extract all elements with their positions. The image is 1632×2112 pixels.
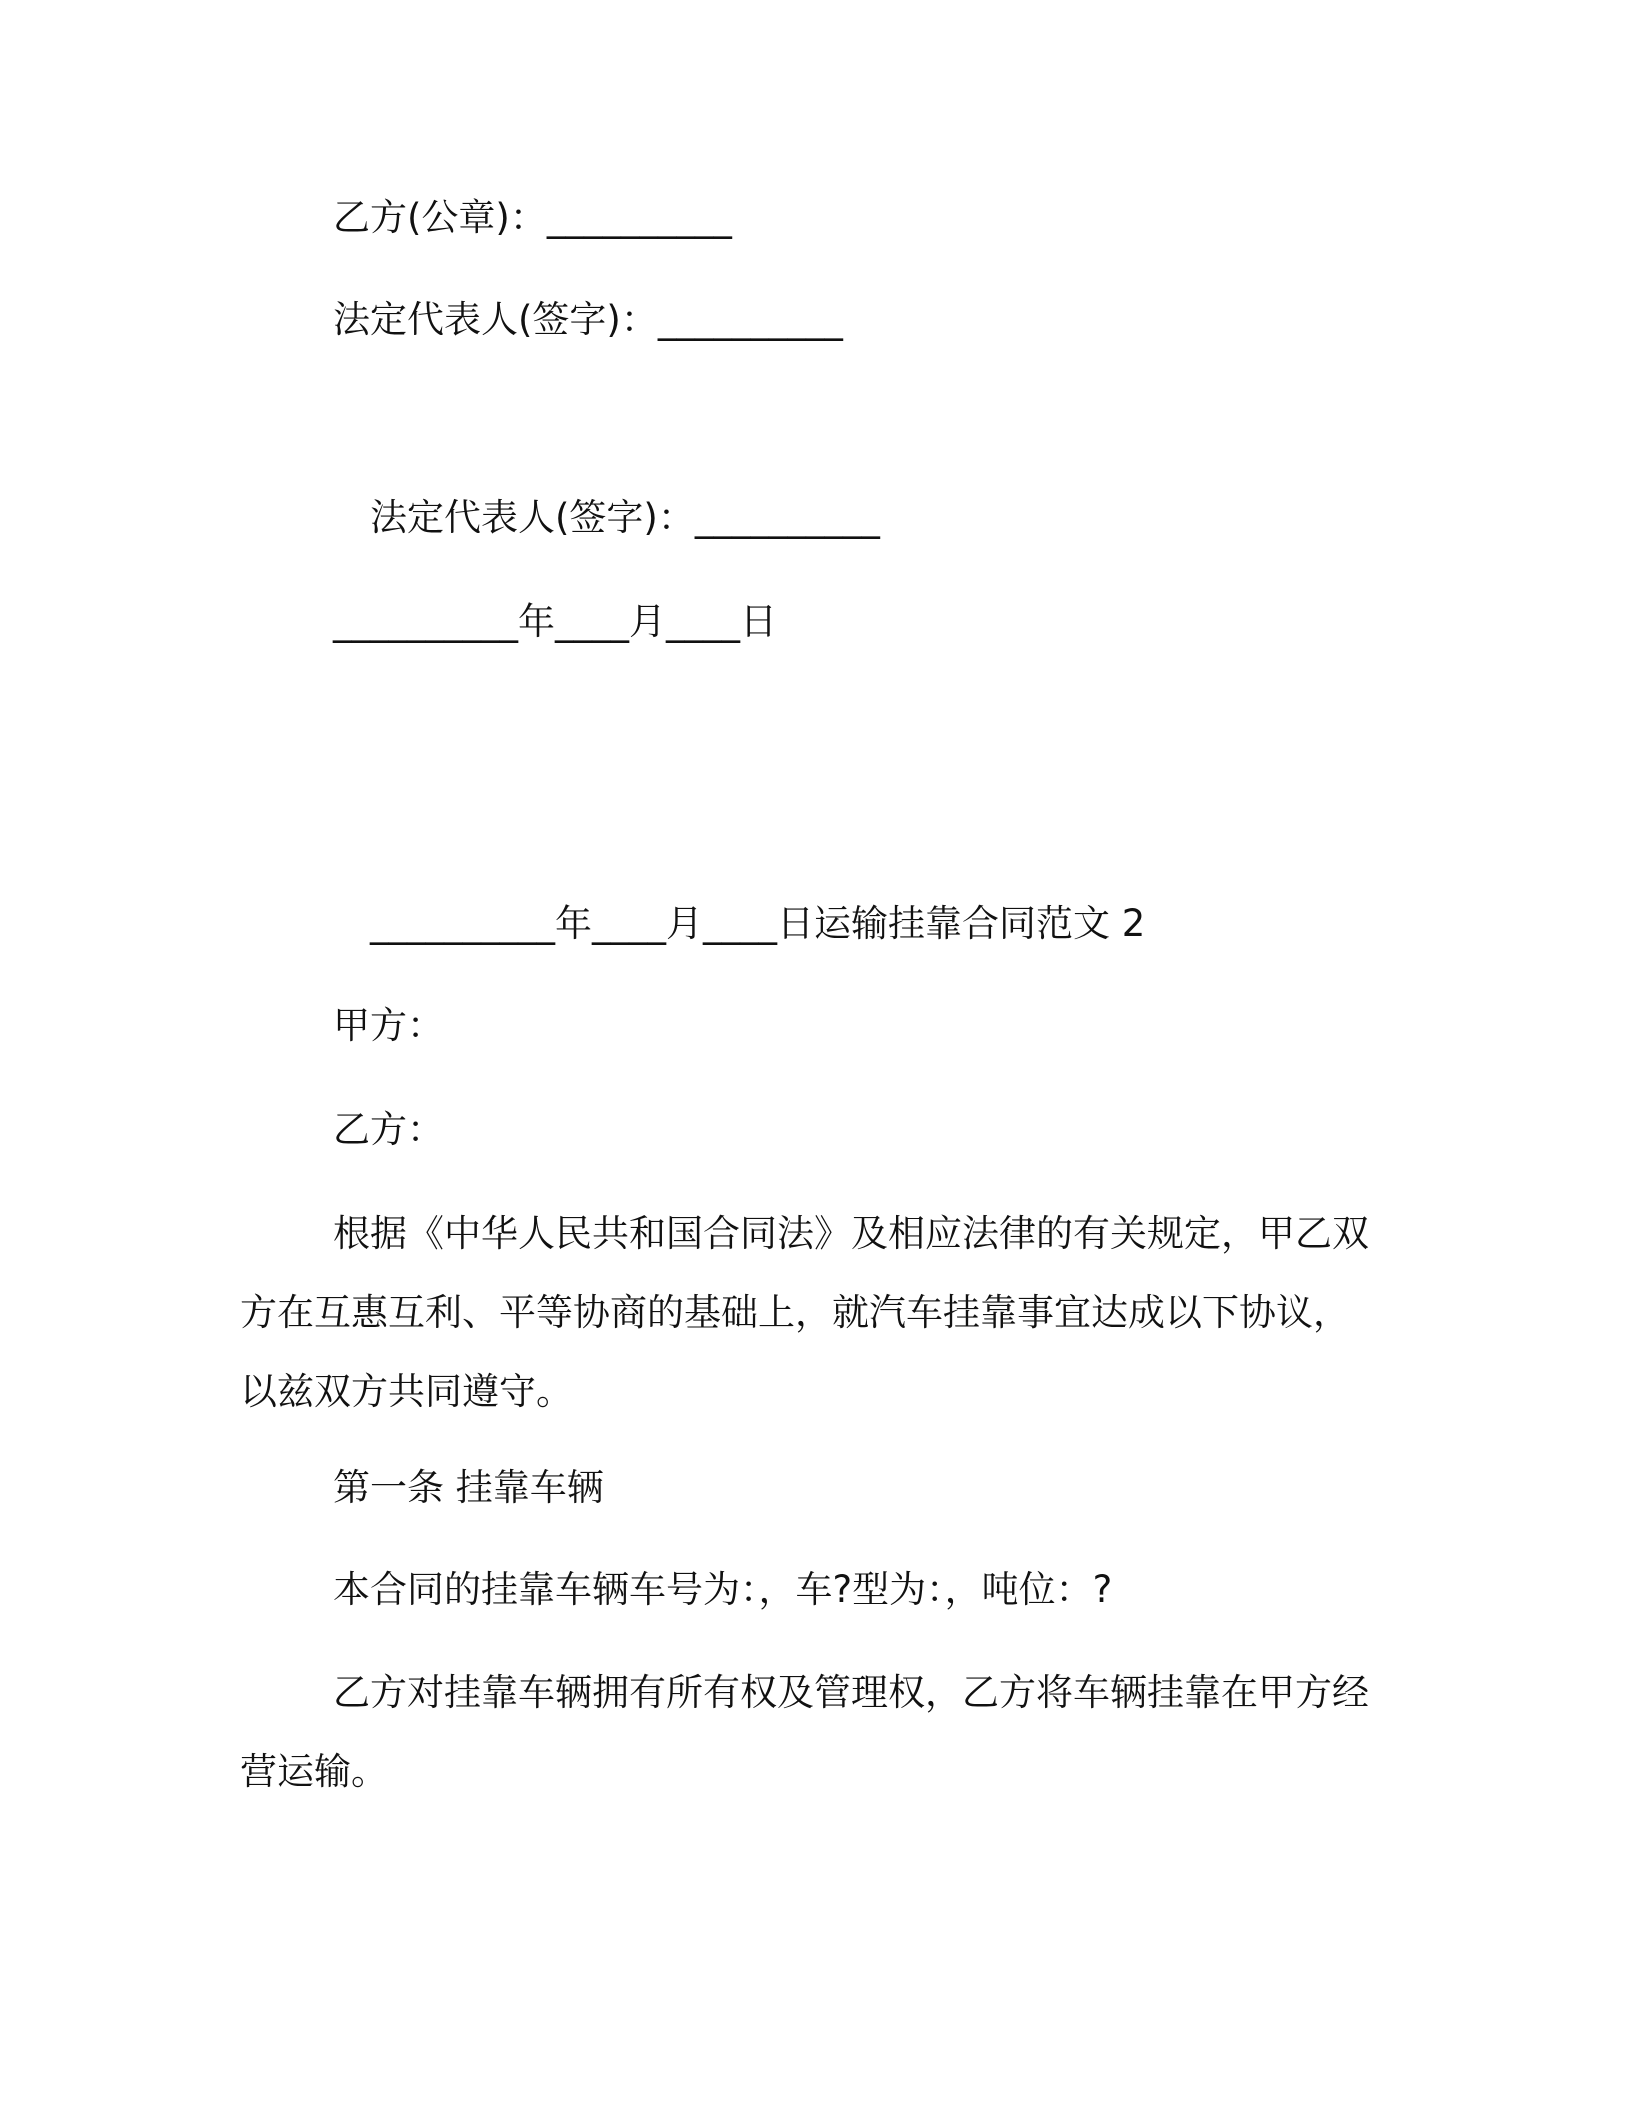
- article-1-vehicle-line: 本合同的挂靠车辆车号为：，车?型为：，吨位：?: [333, 1568, 1113, 1611]
- party-b-line: 乙方：: [333, 1108, 444, 1151]
- contract-title: __________年____月____日运输挂靠合同范文 2: [370, 902, 1146, 945]
- intro-paragraph: [240, 1194, 1369, 1431]
- legal-representative-signature-line: 法定代表人(签字)：__________: [333, 298, 843, 341]
- intro-paragraph-line: 以兹双方共同遵守。: [240, 1370, 573, 1413]
- article-1-heading: 第一条 挂靠车辆: [333, 1466, 604, 1509]
- party-b-seal-line: 乙方(公章)：__________: [333, 196, 732, 239]
- legal-representative-signature-line: 法定代表人(签字)：__________: [370, 496, 880, 539]
- article-1-ownership-paragraph: [240, 1653, 1369, 1811]
- party-a-line: 甲方：: [333, 1004, 444, 1047]
- intro-paragraph-line: 方在互惠互利、平等协商的基础上，就汽车挂靠事宜达成以下协议，: [240, 1291, 1350, 1334]
- date-line: __________年____月____日: [333, 600, 777, 643]
- ownership-paragraph-line: 乙方对挂靠车辆拥有所有权及管理权，乙方将车辆挂靠在甲方经: [333, 1671, 1369, 1714]
- ownership-paragraph-line: 营运输。: [240, 1750, 388, 1793]
- intro-paragraph-line: 根据《中华人民共和国合同法》及相应法律的有关规定，甲乙双: [333, 1212, 1369, 1255]
